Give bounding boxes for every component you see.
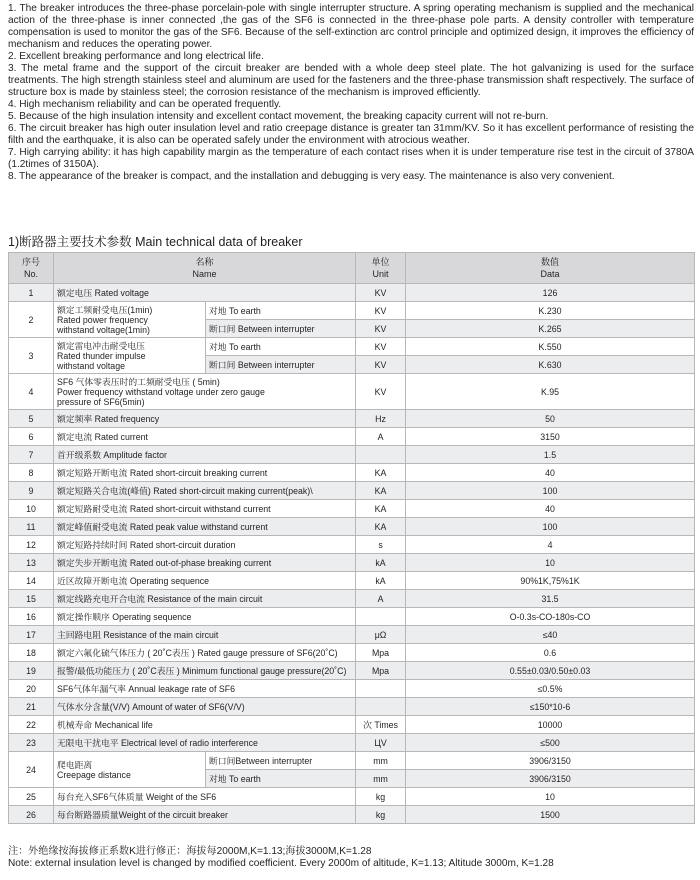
row-name: 额定六氟化硫气体压力 ( 20˚C表压 ) Rated gauge pressure of SF6(20˚C): [54, 644, 356, 662]
row-unit: kA: [356, 572, 406, 590]
row-unit: μΩ: [356, 626, 406, 644]
row-data: ≤150*10-6: [406, 698, 695, 716]
row-number: 26: [9, 806, 54, 824]
row-name: 无限电干扰电平 Electrical level of radio interference: [54, 734, 356, 752]
row-name: 爬电距离 Creepage distance: [54, 752, 206, 788]
row-data: 50: [406, 410, 695, 428]
row-data: 126: [406, 284, 695, 302]
row-data: K.550: [406, 338, 695, 356]
row-number: 11: [9, 518, 54, 536]
row-name: 每台充入SF6气体质量 Weight of the SF6: [54, 788, 356, 806]
row-number: 6: [9, 428, 54, 446]
row-data: 40: [406, 464, 695, 482]
row-number: 3: [9, 338, 54, 374]
row-unit: KV: [356, 320, 406, 338]
row-data: 10000: [406, 716, 695, 734]
header-data: 数值 Data: [406, 253, 695, 284]
technical-data-table: [8, 252, 695, 824]
row-unit: KV: [356, 302, 406, 320]
row-data: 100: [406, 518, 695, 536]
row-name: 额定失步开断电流 Rated out-of-phase breaking current: [54, 554, 356, 572]
row-unit: kg: [356, 788, 406, 806]
row-unit: KA: [356, 482, 406, 500]
row-data: K.265: [406, 320, 695, 338]
table-row: [9, 284, 695, 302]
table-row: [9, 590, 695, 608]
row-unit: kA: [356, 554, 406, 572]
row-number: 15: [9, 590, 54, 608]
row-unit: A: [356, 590, 406, 608]
row-unit: KV: [356, 284, 406, 302]
row-data: 0.6: [406, 644, 695, 662]
table-row: [9, 806, 695, 824]
row-unit: mm: [356, 752, 406, 770]
table-row: [9, 482, 695, 500]
row-unit: mm: [356, 770, 406, 788]
table-row: [9, 500, 695, 518]
row-data: 1.5: [406, 446, 695, 464]
table-row: [9, 464, 695, 482]
row-unit: KA: [356, 500, 406, 518]
row-data: ≤40: [406, 626, 695, 644]
row-name: 每台断路器质量Weight of the circuit breaker: [54, 806, 356, 824]
row-unit: 次 Times: [356, 716, 406, 734]
table-row: [9, 626, 695, 644]
table-row: [9, 518, 695, 536]
table-row: [9, 446, 695, 464]
row-data: 1500: [406, 806, 695, 824]
row-name: SF6 气体零表压时的工频耐受电压 ( 5min) Power frequency withstand voltage under zero gauge pressure of SF6(5min): [54, 374, 356, 410]
row-unit: Mpa: [356, 644, 406, 662]
header-no: 序号 No.: [9, 253, 54, 284]
feature-item: 4. High mechanism reliability and can be operated frequently.: [8, 99, 282, 110]
section-title: 1)断路器主要技术参数 Main technical data of breaker: [8, 235, 303, 249]
row-unit: KV: [356, 356, 406, 374]
row-name: 额定线路充电开合电流 Resistance of the main circuit: [54, 590, 356, 608]
row-unit: ЦV: [356, 734, 406, 752]
feature-item: 6. The circuit breaker has high outer insulation level and ratio creepage distance is greater tan 31mm/KV. So it has excellent performance of resisting the filth and the earthquake, it is also can be operated safely under the environment with atrocious weather.: [8, 123, 694, 146]
footnote-cn: 注：外绝缘按海拔修正系数K进行修正：海拔每2000M,K=1.13;海拔3000M,K=1.28: [8, 846, 372, 857]
row-data: 100: [406, 482, 695, 500]
header-unit: 单位 Unit: [356, 253, 406, 284]
row-data: 0.55±0.03/0.50±0.03: [406, 662, 695, 680]
row-number: 7: [9, 446, 54, 464]
row-number: 8: [9, 464, 54, 482]
row-name: 额定电流 Rated current: [54, 428, 356, 446]
row-number: 18: [9, 644, 54, 662]
row-name: 额定短路持续时间 Rated short-circuit duration: [54, 536, 356, 554]
row-data: 90%1K,75%1K: [406, 572, 695, 590]
row-data: 3906/3150: [406, 770, 695, 788]
row-unit: KV: [356, 374, 406, 410]
row-data: K.230: [406, 302, 695, 320]
row-subitem: 对地 To earth: [206, 302, 356, 320]
row-data: O-0.3s-CO-180s-CO: [406, 608, 695, 626]
feature-list: [8, 3, 694, 183]
row-data: 10: [406, 788, 695, 806]
row-name: 机械寿命 Mechanical life: [54, 716, 356, 734]
table-row: [9, 536, 695, 554]
table-row: [9, 716, 695, 734]
table-row: [9, 734, 695, 752]
row-number: 1: [9, 284, 54, 302]
table-row: [9, 410, 695, 428]
row-name: 主回路电阻 Resistance of the main circuit: [54, 626, 356, 644]
row-number: 16: [9, 608, 54, 626]
feature-item: 8. The appearance of the breaker is compact, and the installation and debugging is very easy. The maintenance is also very convenient.: [8, 171, 615, 182]
row-subitem: 断口间Between interrupter: [206, 752, 356, 770]
row-name: 额定短路关合电流(峰值) Rated short-circuit making current(peak)\: [54, 482, 356, 500]
table-row: [9, 338, 695, 356]
row-unit: Mpa: [356, 662, 406, 680]
row-name: 气体水分含量(V/V) Amount of water of SF6(V/V): [54, 698, 356, 716]
row-number: 21: [9, 698, 54, 716]
row-unit: A: [356, 428, 406, 446]
table-row: [9, 572, 695, 590]
table-header-row: [9, 253, 695, 284]
row-unit: kg: [356, 806, 406, 824]
row-data: 3150: [406, 428, 695, 446]
row-name: 额定电压 Rated voltage: [54, 284, 356, 302]
row-data: ≤0.5%: [406, 680, 695, 698]
row-name: SF6气体年漏气率 Annual leakage rate of SF6: [54, 680, 356, 698]
row-name: 报警/最低功能压力 ( 20˚C表压 ) Minimum functional gauge pressure(20˚C): [54, 662, 356, 680]
footnote: [8, 846, 554, 870]
table-row: [9, 788, 695, 806]
row-number: 25: [9, 788, 54, 806]
row-number: 5: [9, 410, 54, 428]
row-data: K.95: [406, 374, 695, 410]
row-data: 3906/3150: [406, 752, 695, 770]
row-unit: KA: [356, 464, 406, 482]
table-row: [9, 428, 695, 446]
row-unit: [356, 608, 406, 626]
row-unit: [356, 698, 406, 716]
row-unit: [356, 680, 406, 698]
row-name: 额定峰值耐受电流 Rated peak value withstand current: [54, 518, 356, 536]
row-name: 额定短路开断电流 Rated short-circuit breaking current: [54, 464, 356, 482]
feature-item: 1. The breaker introduces the three-phase porcelain-pole with single interrupter structure. A spring operating mechanism is supplied and the mechanical action of the three-phase is inner connected ,the gas of the SF6 is connected in the three-phase pole parts. A density controller with temperature compensation is used to monitor the gas of the SF6. Because of the self-extinction arc control principle and optimized design, it improves the efficiency of mechanism and reduces the operating power.: [8, 3, 694, 50]
row-data: 10: [406, 554, 695, 572]
row-number: 19: [9, 662, 54, 680]
table-row: [9, 662, 695, 680]
feature-item: 3. The metal frame and the support of the circuit breaker are bended with a whole deep steel plate. The hot galvanizing is used for the surface treatments. The high strength stainless steel and aluminum are used for the fasteners and the three-phase transmission shaft respectively. The surface of structure box is made by stainless steel; the corrosion resistance of the mechanism is improved efficiently.: [8, 63, 694, 98]
row-data: K.630: [406, 356, 695, 374]
row-unit: KA: [356, 518, 406, 536]
row-subitem: 断口间 Between interrupter: [206, 320, 356, 338]
row-name: 近区故障开断电流 Operating sequence: [54, 572, 356, 590]
row-number: 13: [9, 554, 54, 572]
table-row: [9, 554, 695, 572]
row-data: 4: [406, 536, 695, 554]
table-row: [9, 752, 695, 770]
row-unit: Hz: [356, 410, 406, 428]
table-row: [9, 644, 695, 662]
row-number: 17: [9, 626, 54, 644]
row-number: 4: [9, 374, 54, 410]
row-data: 40: [406, 500, 695, 518]
row-unit: [356, 446, 406, 464]
row-subitem: 断口间 Between interrupter: [206, 356, 356, 374]
table-row: [9, 374, 695, 410]
table-row: [9, 608, 695, 626]
row-number: 22: [9, 716, 54, 734]
row-name: 额定频率 Rated frequency: [54, 410, 356, 428]
feature-item: 2. Excellent breaking performance and long electrical life.: [8, 51, 264, 62]
table-row: [9, 698, 695, 716]
header-name: 名称 Name: [54, 253, 356, 284]
row-number: 23: [9, 734, 54, 752]
row-number: 20: [9, 680, 54, 698]
row-number: 14: [9, 572, 54, 590]
table-body: [9, 253, 695, 824]
row-unit: s: [356, 536, 406, 554]
feature-item: 5. Because of the high insulation intensity and excellent contact movement, the breaking capacity current will not re-burn.: [8, 111, 549, 122]
table-row: [9, 680, 695, 698]
row-subitem: 对地 To earth: [206, 338, 356, 356]
row-number: 9: [9, 482, 54, 500]
row-name: 额定工频耐受电压(1min) Rated power frequency withstand voltage(1min): [54, 302, 206, 338]
row-data: 31.5: [406, 590, 695, 608]
row-name: 额定雷电冲击耐受电压 Rated thunder impulse withstand voltage: [54, 338, 206, 374]
row-data: ≤500: [406, 734, 695, 752]
row-number: 12: [9, 536, 54, 554]
row-name: 额定操作顺序 Operating sequence: [54, 608, 356, 626]
footnote-en: Note: external insulation level is changed by modified coefficient. Every 2000m of altitude, K=1.13; Altitude 3000m, K=1.28: [8, 858, 554, 869]
table-row: [9, 302, 695, 320]
feature-item: 7. High carrying ability: it has high capability margin as the temperature of each contact rises when it is under temperature rise test in the circuit of 3780A (1.2times of 3150A).: [8, 147, 694, 170]
row-number: 2: [9, 302, 54, 338]
row-number: 24: [9, 752, 54, 788]
row-unit: KV: [356, 338, 406, 356]
row-name: 首开级系数 Amplitude factor: [54, 446, 356, 464]
row-name: 额定短路耐受电流 Rated short-circuit withstand current: [54, 500, 356, 518]
row-subitem: 对地 To earth: [206, 770, 356, 788]
row-number: 10: [9, 500, 54, 518]
